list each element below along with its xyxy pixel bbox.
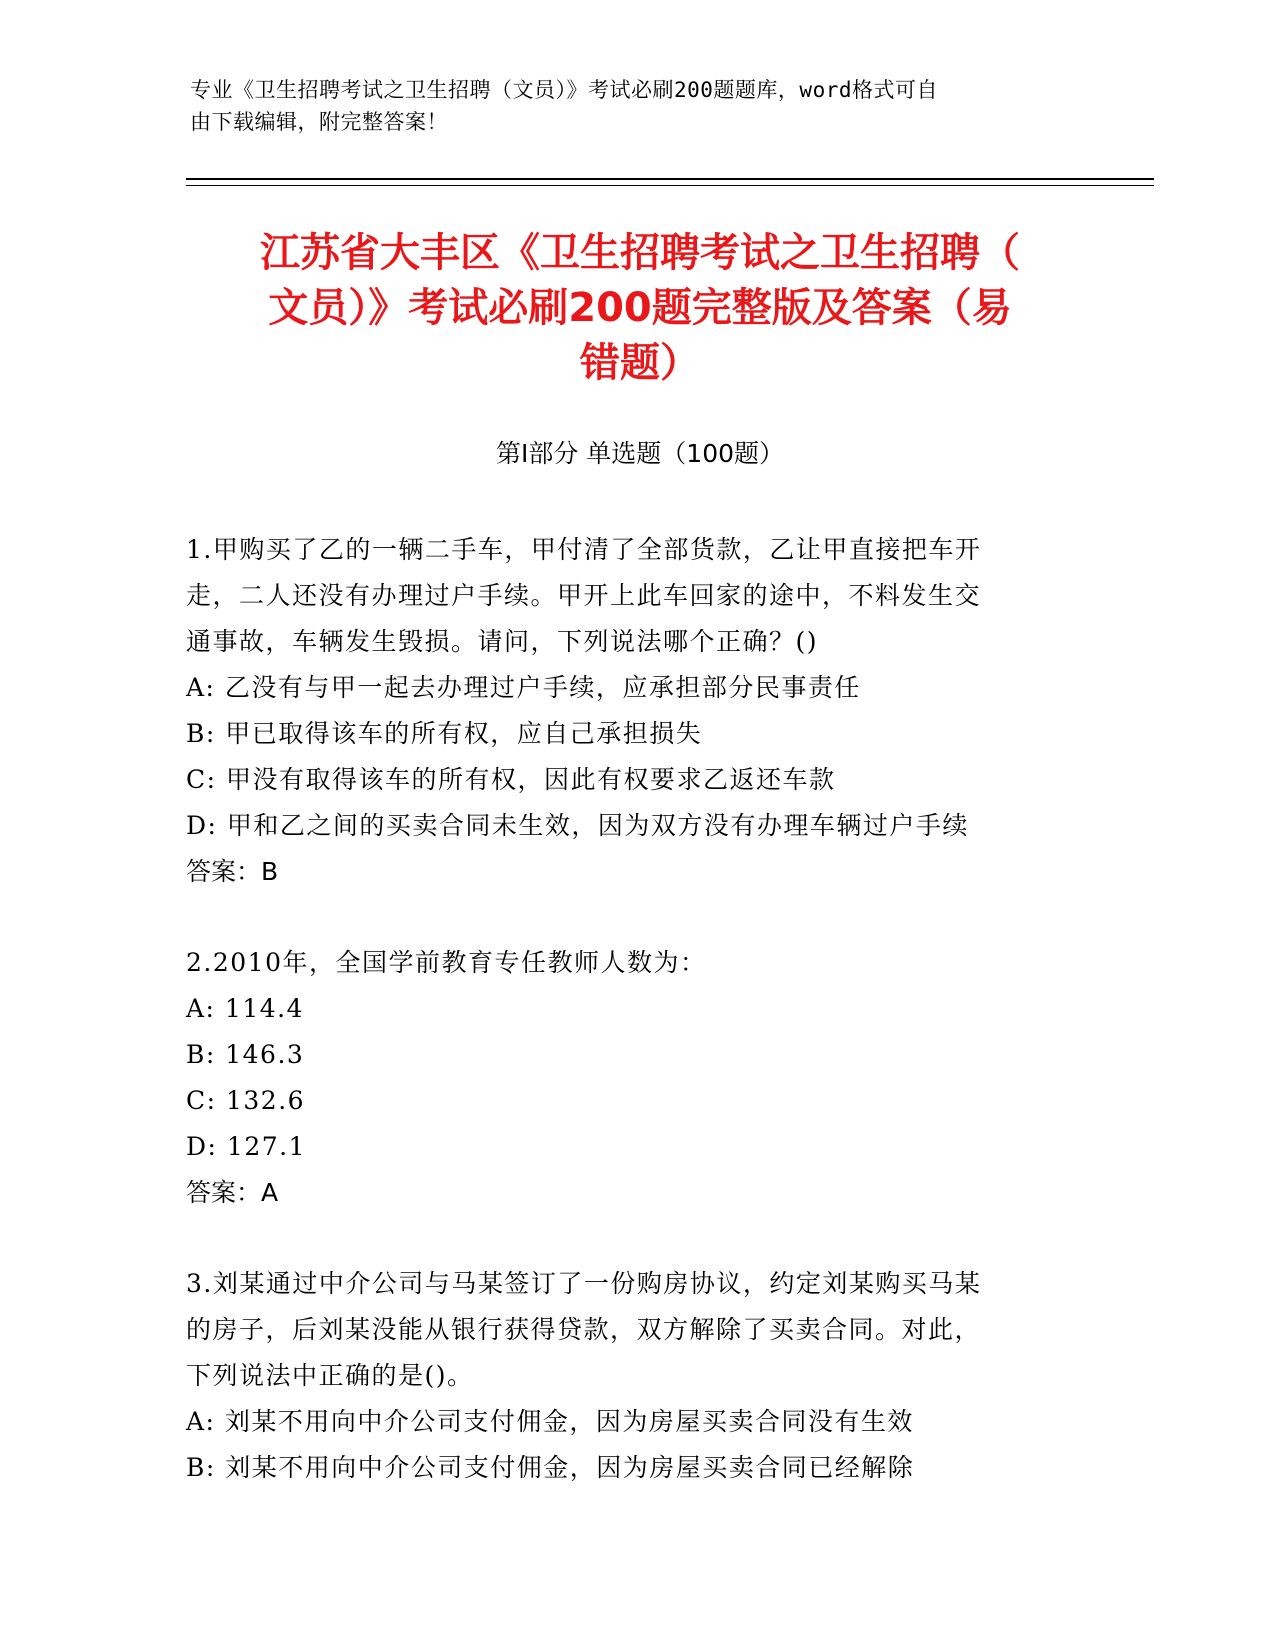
section-title: 第I部分 单选题（100题） xyxy=(495,439,785,468)
option-b: B: 146.3 xyxy=(186,1040,305,1069)
option-b: B: 甲已取得该车的所有权，应自己承担损失 xyxy=(186,719,703,748)
answer: 答案：B xyxy=(186,857,279,886)
question-text-line: 3.刘某通过中介公司与马某签订了一份购房协议，约定刘某购买马某 xyxy=(186,1269,982,1298)
title-line: 江苏省大丰区《卫生招聘考试之卫生招聘（ xyxy=(260,230,1020,276)
answer: 答案：A xyxy=(186,1178,279,1207)
question-text-line: 的房子，后刘某没能从银行获得贷款，双方解除了买卖合同。对此， xyxy=(186,1315,982,1344)
option-d: D: 甲和乙之间的买卖合同未生效，因为双方没有办理车辆过户手续 xyxy=(186,811,969,840)
question-text-line: 1.甲购买了乙的一辆二手车，甲付清了全部货款，乙让甲直接把车开 xyxy=(186,535,982,564)
question-list xyxy=(186,527,1066,1536)
question-text-line: 2.2010年，全国学前教育专任教师人数为： xyxy=(186,948,707,977)
document-title xyxy=(190,226,1090,391)
title-line: 文员）》考试必刷200题完整版及答案（易 xyxy=(268,285,1012,331)
question-item xyxy=(186,1261,1066,1491)
option-a: A: 乙没有与甲一起去办理过户手续，应承担部分民事责任 xyxy=(186,673,861,702)
header-rule-thin xyxy=(186,185,1154,186)
option-a: A: 114.4 xyxy=(186,994,304,1023)
header-note-line: 由下载编辑，附完整答案！ xyxy=(190,110,448,134)
question-text-line: 通事故，车辆发生毁损。请问，下列说法哪个正确？() xyxy=(186,627,819,656)
option-d: D: 127.1 xyxy=(186,1132,306,1161)
title-line: 错题） xyxy=(580,340,700,386)
option-b: B: 刘某不用向中介公司支付佣金，因为房屋买卖合同已经解除 xyxy=(186,1453,915,1482)
question-item xyxy=(186,527,1066,895)
option-c: C: 甲没有取得该车的所有权，因此有权要求乙返还车款 xyxy=(186,765,836,794)
option-c: C: 132.6 xyxy=(186,1086,306,1115)
question-item xyxy=(186,940,1066,1216)
header-note-line: 专业《卫生招聘考试之卫生招聘（文员）》考试必刷200题题库，word格式可自 xyxy=(190,78,938,102)
option-a: A: 刘某不用向中介公司支付佣金，因为房屋买卖合同没有生效 xyxy=(186,1407,914,1436)
header-note xyxy=(190,74,1080,138)
header-rule-thick xyxy=(186,178,1154,180)
question-text-line: 走，二人还没有办理过户手续。甲开上此车回家的途中，不料发生交 xyxy=(186,581,982,610)
question-text-line: 下列说法中正确的是()。 xyxy=(186,1361,474,1390)
